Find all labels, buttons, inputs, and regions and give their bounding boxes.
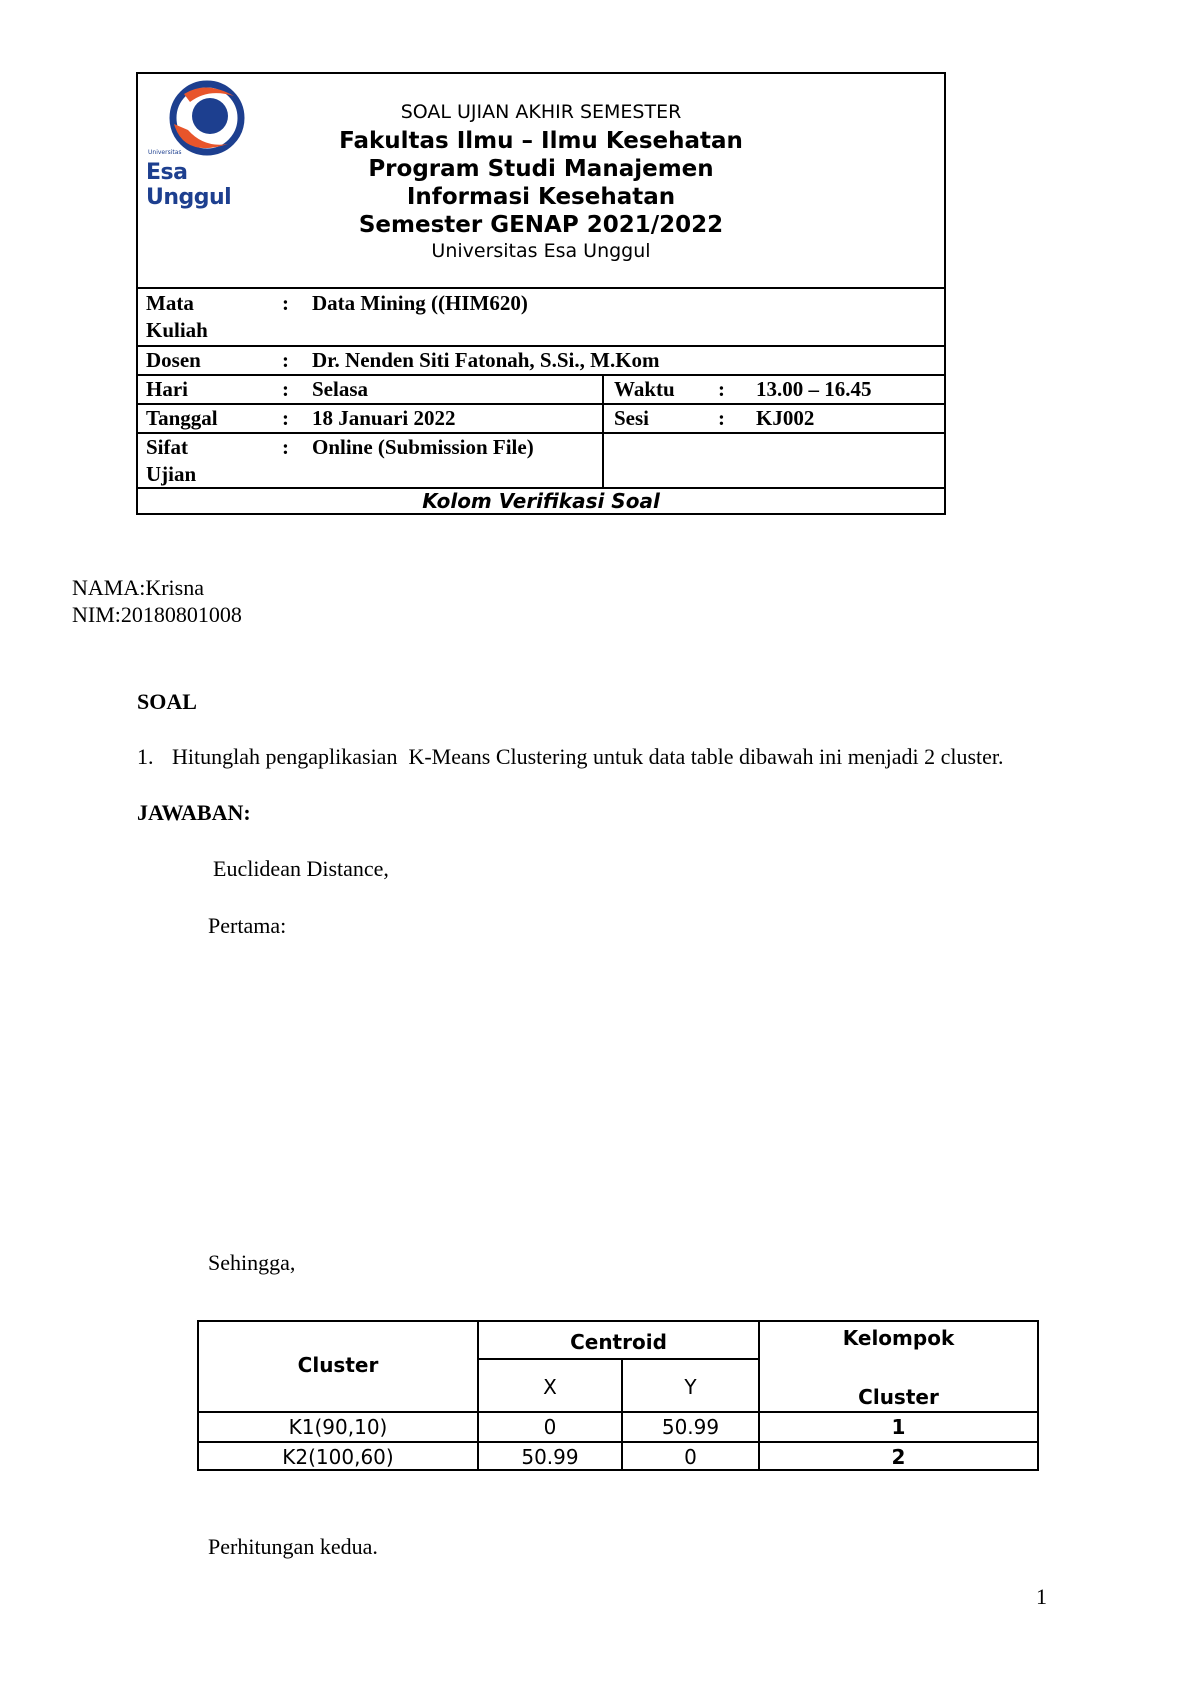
colon: :	[282, 377, 289, 401]
table-rule	[197, 1441, 1039, 1443]
table-divider	[602, 374, 604, 487]
page-number: 1	[1036, 1584, 1047, 1609]
exam-nature-label-line1: Sifat	[146, 435, 188, 459]
table-rule	[136, 287, 946, 289]
table-rule	[477, 1358, 760, 1360]
faculty-name: Fakultas Ilmu – Ilmu Kesehatan	[339, 128, 743, 154]
lecturer-value: Dr. Nenden Siti Fatonah, S.Si., M.Kom	[312, 348, 660, 372]
logo-small-text: Universitas	[148, 149, 182, 156]
table-rule	[197, 1411, 1039, 1413]
exam-nature-value: Online (Submission File)	[312, 435, 534, 459]
table-row-y: 50.99	[661, 1415, 720, 1439]
colon: :	[282, 406, 289, 430]
session-label: Sesi	[614, 406, 650, 430]
course-label-line1: Mata	[146, 291, 194, 315]
first-step-text: Pertama:	[208, 913, 287, 938]
exam-nature-label-line2: Ujian	[146, 462, 197, 486]
table-row-group: 2	[891, 1445, 906, 1469]
header-x: X	[543, 1375, 557, 1399]
semester: Semester GENAP 2021/2022	[358, 212, 724, 238]
verification-column-title: Kolom Verifikasi Soal	[422, 489, 660, 513]
header-group-line1: Kelompok	[842, 1326, 955, 1350]
question-number: 1.	[137, 744, 154, 769]
day-label: Hari	[146, 377, 188, 401]
exam-type: SOAL UJIAN AKHIR SEMESTER	[400, 101, 682, 123]
colon: :	[282, 291, 289, 315]
session-value: KJ002	[756, 406, 815, 430]
university-name: Universitas Esa Unggul	[431, 240, 651, 262]
colon: :	[718, 406, 725, 430]
header-centroid: Centroid	[570, 1330, 667, 1354]
course-value: Data Mining ((HIM620)	[312, 291, 528, 315]
lecturer-label: Dosen	[146, 348, 201, 372]
time-value: 13.00 – 16.45	[756, 377, 872, 401]
date-value: 18 Januari 2022	[312, 406, 456, 430]
program-name-line2: Informasi Kesehatan	[406, 184, 676, 210]
euclidean-distance-text: Euclidean Distance,	[213, 856, 389, 881]
header-cluster: Cluster	[297, 1353, 379, 1377]
table-row-cluster: K2(100,60)	[282, 1445, 394, 1469]
student-name: NAMA:Krisna	[72, 575, 204, 600]
time-label: Waktu	[614, 377, 675, 401]
answer-heading: JAWABAN:	[137, 800, 251, 825]
student-nim: NIM:20180801008	[72, 602, 242, 627]
day-value: Selasa	[312, 377, 369, 401]
header-group-line2: Cluster	[858, 1385, 939, 1409]
colon: :	[282, 435, 289, 459]
date-label: Tanggal	[146, 406, 218, 430]
header-y: Y	[684, 1375, 697, 1399]
table-row-x: 50.99	[521, 1445, 579, 1469]
logo-text: Esa Unggul	[146, 160, 232, 210]
course-label-line2: Kuliah	[146, 318, 208, 342]
colon: :	[282, 348, 289, 372]
table-row-y: 0	[684, 1445, 697, 1469]
therefore-text: Sehingga,	[208, 1250, 296, 1275]
table-row-x: 0	[543, 1415, 557, 1439]
table-row-cluster: K1(90,10)	[288, 1415, 388, 1439]
table-row-group: 1	[891, 1415, 906, 1439]
question-heading: SOAL	[137, 689, 197, 714]
second-calculation-text: Perhitungan kedua.	[208, 1534, 378, 1559]
program-name-line1: Program Studi Manajemen	[368, 156, 714, 182]
question-text: Hitunglah pengaplikasian K-Means Clustering untuk data table dibawah ini menjadi 2 cluster.	[172, 744, 1004, 769]
colon: :	[718, 377, 725, 401]
